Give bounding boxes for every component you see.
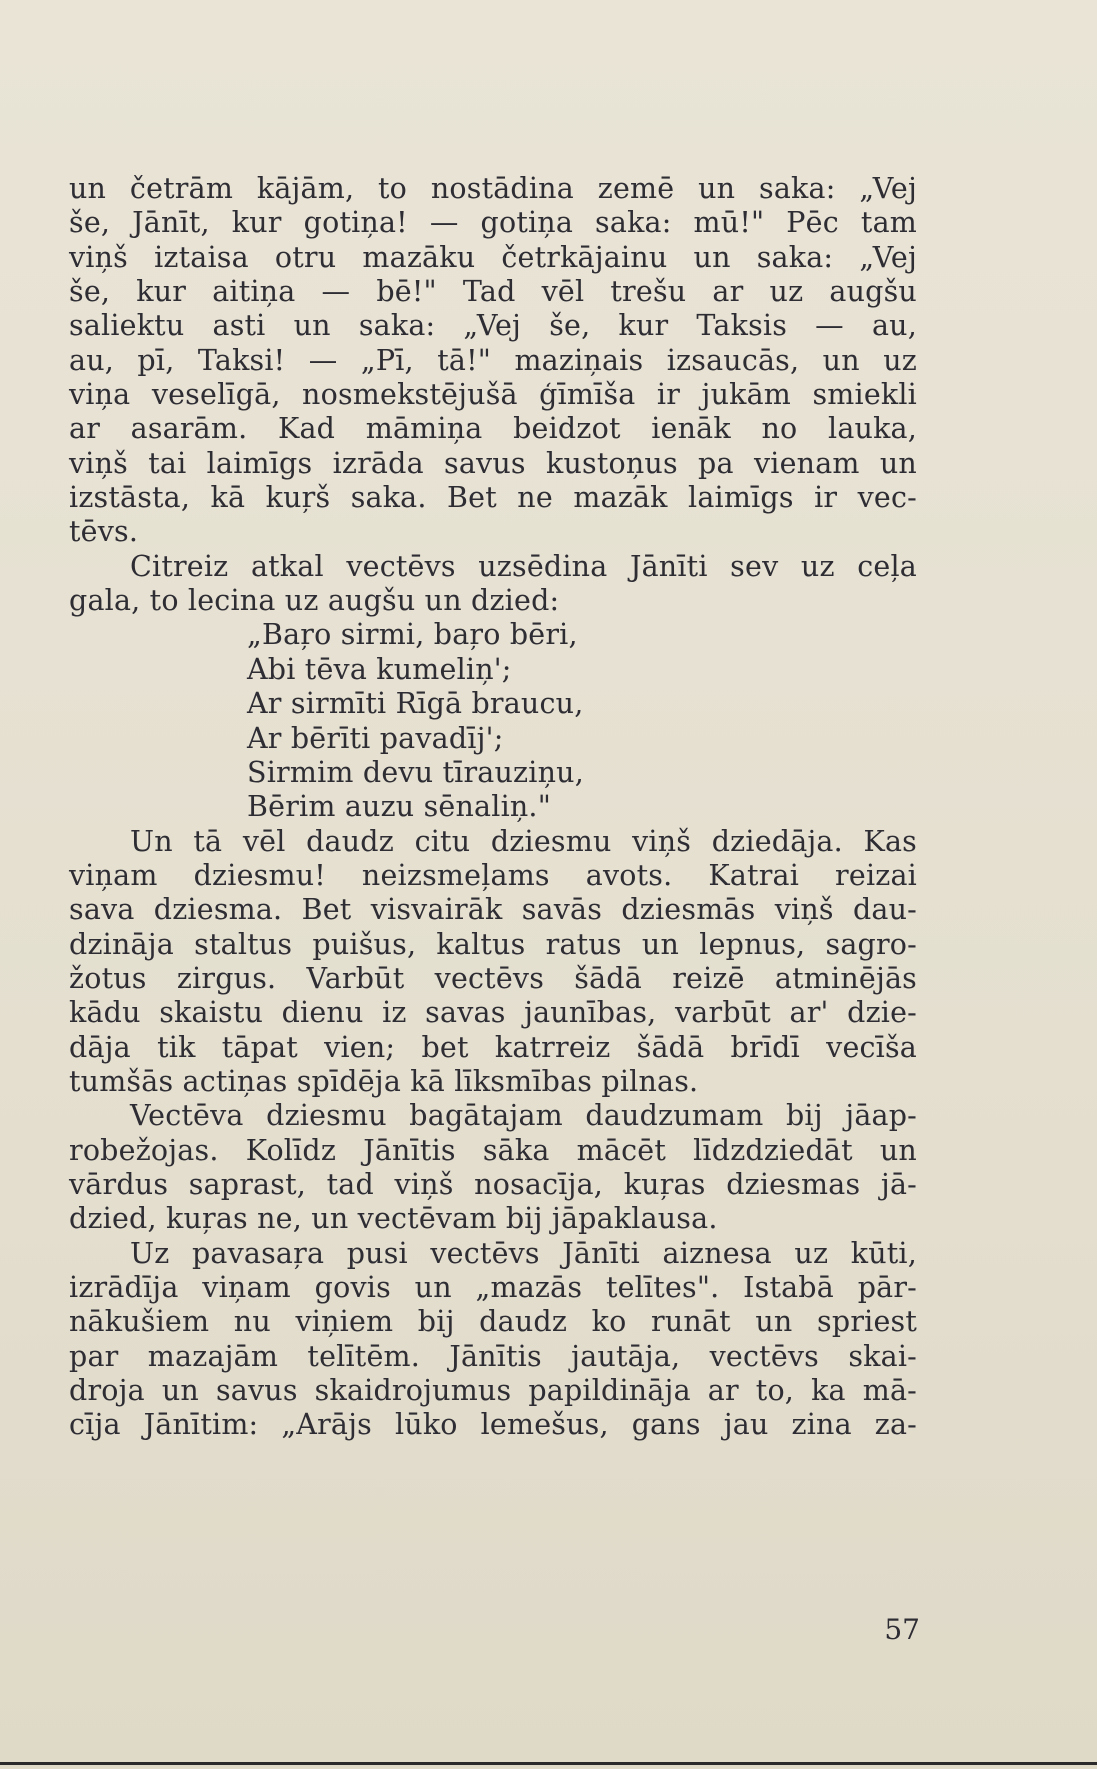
text-line: vārdus saprast, tad viņš nosacīja, kuŗas dziesmas jā- [69, 1167, 917, 1201]
text-line: ar asarām. Kad māmiņa beidzot ienāk no lauka, [69, 412, 917, 446]
paragraph-start: Vectēva dziesmu bagātajam daudzumam bij jāap- [130, 1099, 917, 1133]
text-line: robežojas. Kolīdz Jānītis sāka mācēt līdzdziedāt un [69, 1133, 917, 1167]
text-line: dzināja staltus puišus, kaltus ratus un lepnus, sagro- [69, 927, 917, 961]
text-line: cīja Jānītim: „Arājs lūko lemešus, gans jau zina za- [69, 1408, 917, 1442]
verse-line: Ar sirmīti Rīgā braucu, [247, 687, 584, 721]
text-line: viņam dziesmu! neizsmeļams avots. Katrai reizai [69, 858, 917, 892]
text-line: tēvs. [69, 515, 139, 549]
body-text [69, 172, 917, 1443]
paragraph-start: Citreiz atkal vectēvs uzsēdina Jānīti sev uz ceļa [130, 549, 917, 583]
verse-line: Abi tēva kumeliņ'; [247, 652, 512, 686]
text-line: par mazajām telītēm. Jānītis jautāja, vectēvs skai- [69, 1339, 917, 1373]
text-line: še, kur aitiņa — bē!" Tad vēl trešu ar uz augšu [69, 275, 917, 309]
verse-line: Sirmim devu tīrauziņu, [247, 755, 584, 789]
text-line: viņa veselīgā, nosmekstējušā ģīmīša ir jukām smiekli [69, 378, 917, 412]
paragraph-start: Un tā vēl daudz citu dziesmu viņš dziedāja. Kas [130, 824, 917, 858]
page-number: 57 [884, 1613, 920, 1646]
text-line: viņš tai laimīgs izrāda savus kustoņus pa vienam un [69, 446, 917, 480]
text-line: še, Jānīt, kur gotiņa! — gotiņa saka: mū!" Pēc tam [69, 206, 917, 240]
verse-line: Ar bērīti pavadīj'; [247, 721, 504, 755]
text-line: au, pī, Taksi! — „Pī, tā!" maziņais izsaucās, un uz [69, 343, 917, 377]
text-line: droja un savus skaidrojumus papildināja ar to, ka mā- [69, 1374, 917, 1408]
text-line: tumšās actiņas spīdēja kā līksmības pilnas. [69, 1064, 699, 1098]
text-line: dāja tik tāpat vien; bet katrreiz šādā brīdī vecīša [69, 1030, 917, 1064]
text-line: kādu skaistu dienu iz savas jaunības, varbūt ar' dzie- [69, 996, 917, 1030]
text-line: izstāsta, kā kuŗš saka. Bet ne mazāk laimīgs ir vec- [69, 481, 917, 515]
text-line: izrādīja viņam govis un „mazās telītes". Istabā pār- [69, 1271, 917, 1304]
scan-edge-line [0, 1762, 1097, 1765]
paragraph-start: Uz pavasaŗa pusi vectēvs Jānīti aiznesa uz kūti, [130, 1236, 917, 1270]
text-line: nākušiem nu viņiem bij daudz ko runāt un spriest [69, 1305, 917, 1339]
text-line: sava dziesma. Bet visvairāk savās dziesmās viņš dau- [69, 893, 917, 927]
text-line: gala, to lecina uz augšu un dzied: [69, 584, 560, 618]
text-line: saliektu asti un saka: „Vej še, kur Taksis — au, [69, 309, 917, 343]
text-line: un četrām kājām, to nostādina zemē un saka: „Vej [69, 172, 917, 205]
text-line: viņš iztaisa otru mazāku četrkājainu un saka: „Vej [69, 240, 917, 274]
text-line: dzied, kuŗas ne, un vectēvam bij jāpaklausa. [69, 1202, 718, 1236]
text-line: žotus zirgus. Varbūt vectēvs šādā reizē atminējās [69, 961, 917, 995]
verse-line: „Baŗo sirmi, baŗo bēri, [247, 618, 578, 652]
verse-line: Bērim auzu sēnaliņ." [247, 790, 552, 824]
